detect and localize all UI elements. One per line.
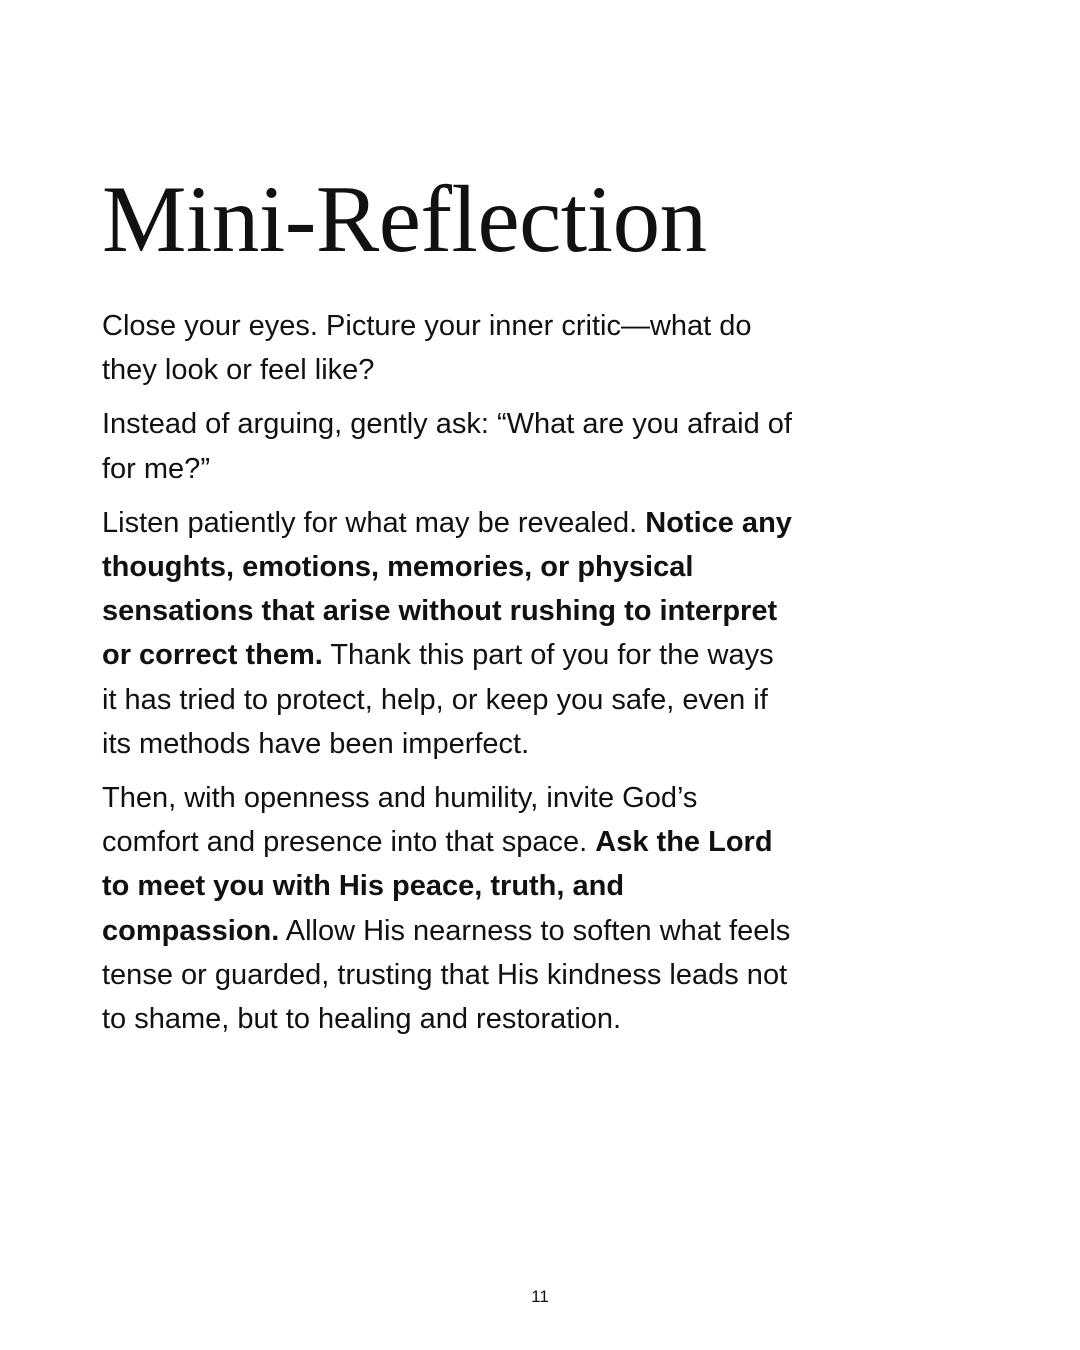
paragraph-gently-ask: Instead of arguing, gently ask: “What are you afraid of for me?” bbox=[102, 408, 792, 485]
page-title: Mini-Reflection bbox=[102, 166, 707, 272]
paragraph-invite-god bbox=[102, 776, 792, 1041]
paragraph-invite-god-rest: Allow His nearness to soften what feels tense or guarded, trusting that His kindness leads not to shame, but to healing and restoration. bbox=[102, 914, 791, 1036]
paragraph-invite-god-emphasis: Ask the Lord to meet you with His peace, truth, and compassion. bbox=[102, 826, 773, 947]
paragraph-listen-rest: Thank this part of you for the ways it has tried to protect, help, or keep you safe, even if its methods have been imperfect. bbox=[102, 639, 774, 760]
paragraph-listen-emphasis: Notice any thoughts, emotions, memories, or physical sensations that arise without rushing to interpret or correct them. bbox=[102, 506, 792, 672]
reflection-body bbox=[102, 304, 792, 1051]
paragraph-listen-lead: Listen patiently for what may be revealed. bbox=[102, 506, 646, 539]
page-number: 11 bbox=[531, 1287, 549, 1306]
paragraph-invite-god-lead: Then, with openness and humility, invite God’s comfort and presence into that space. bbox=[102, 782, 698, 859]
paragraph-close-eyes: Close your eyes. Picture your inner critic—what do they look or feel like? bbox=[102, 310, 752, 387]
paragraph-listen bbox=[102, 501, 792, 766]
